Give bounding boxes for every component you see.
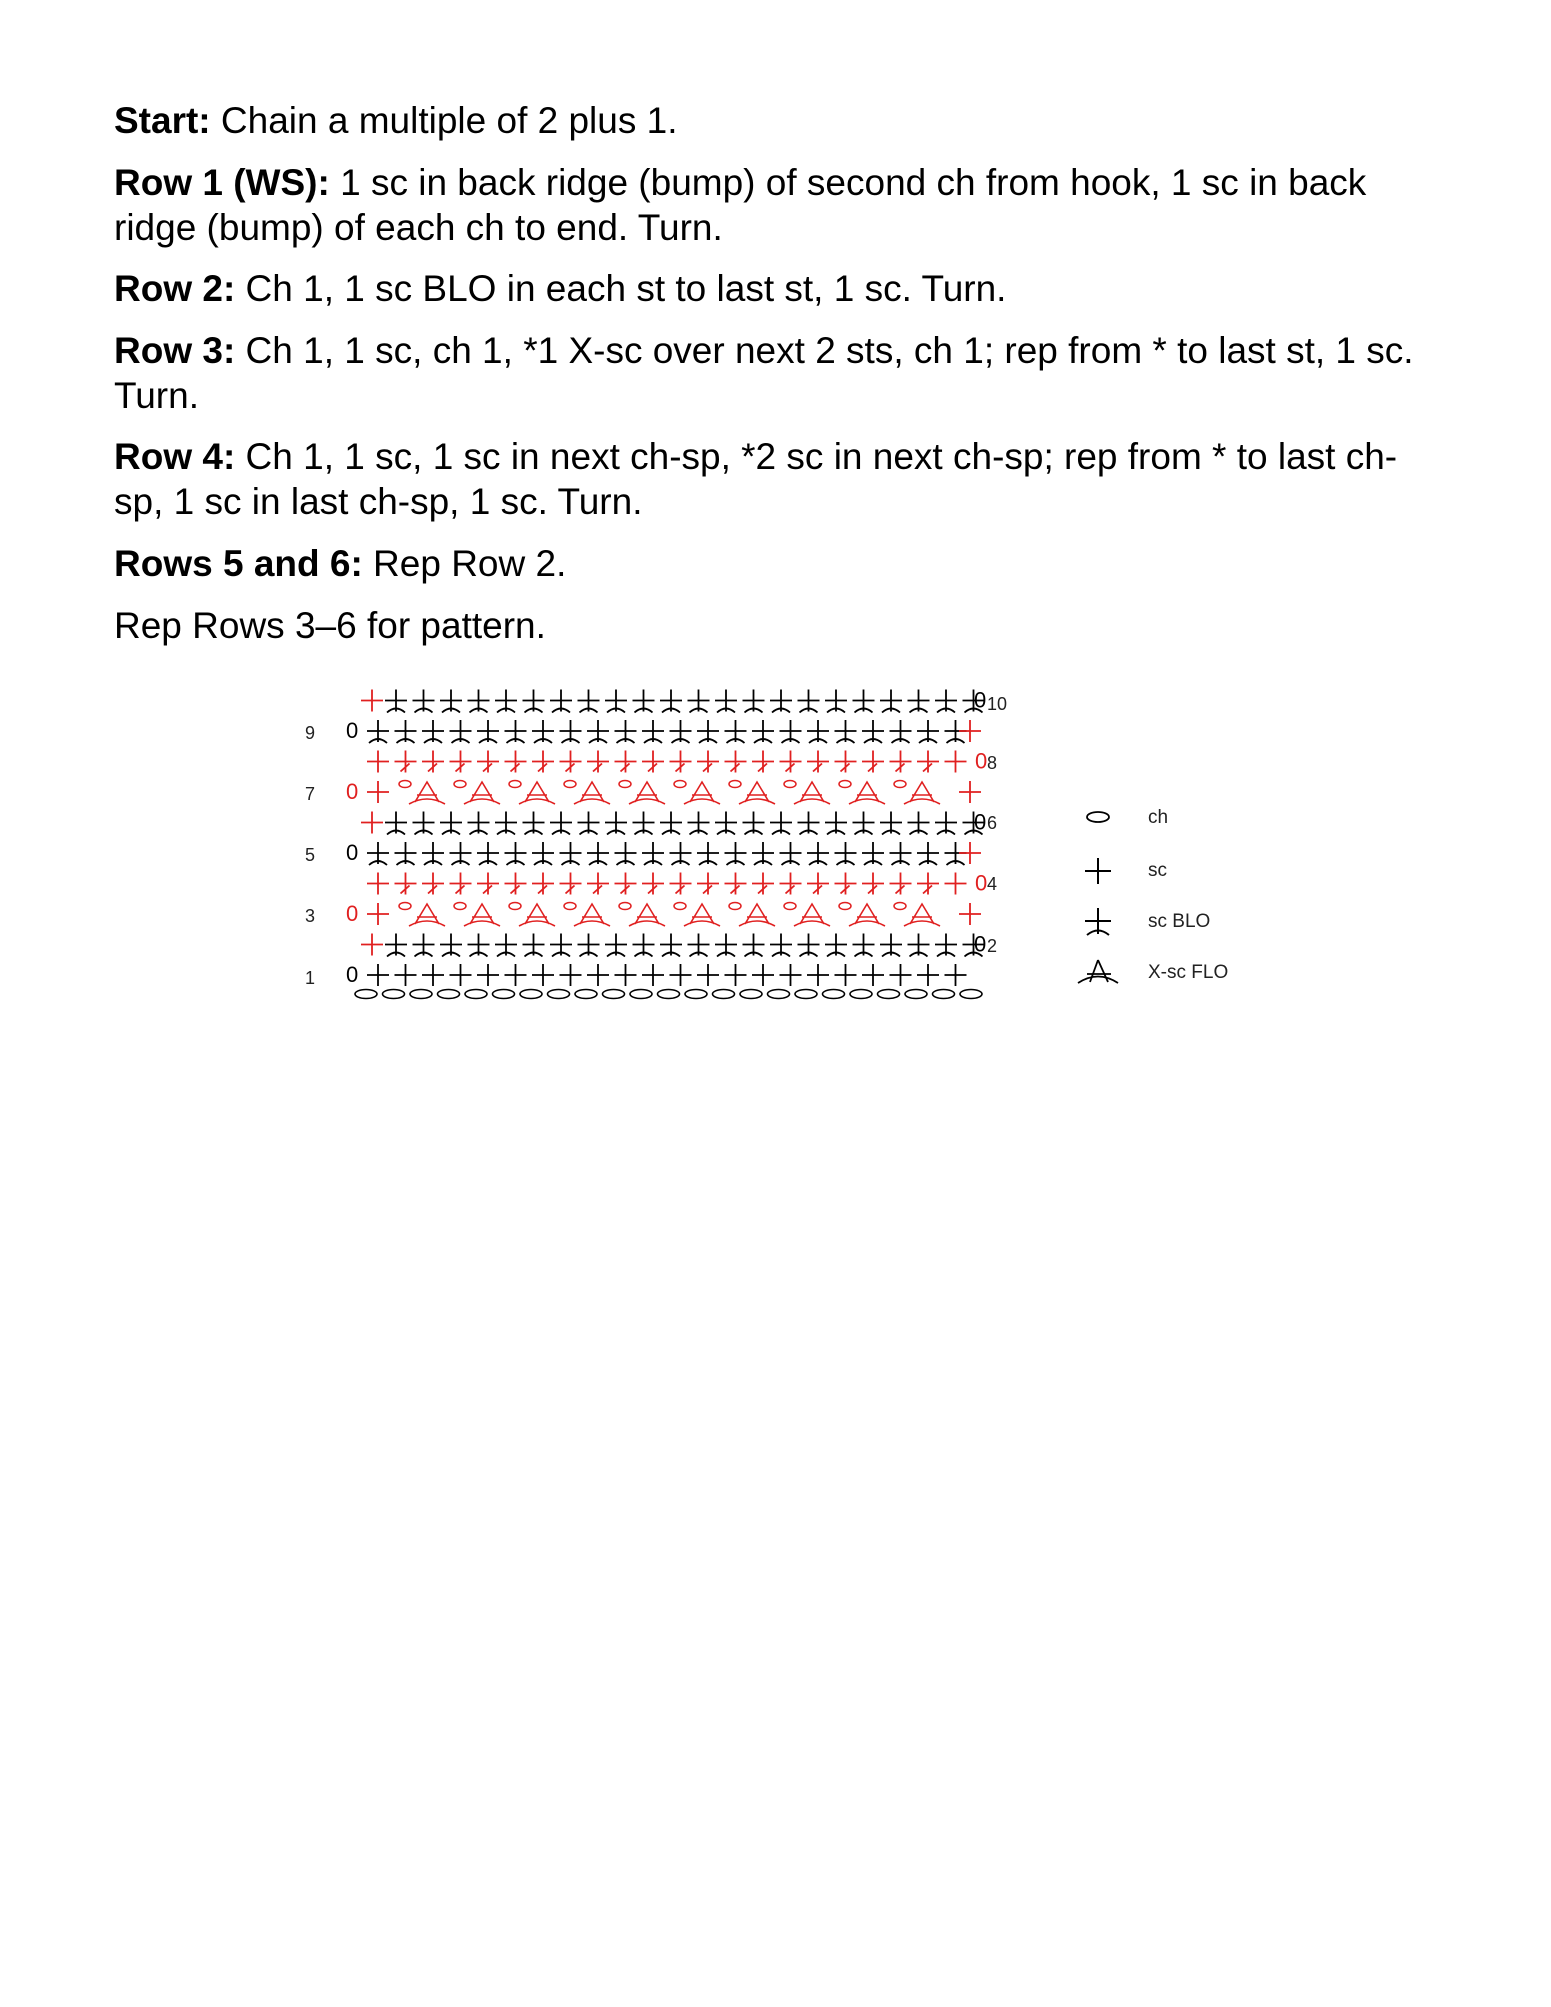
sc-symbol	[532, 964, 554, 986]
sc-symbol	[505, 751, 527, 773]
sc-symbol	[917, 751, 939, 773]
x-sc-flo-symbol	[684, 782, 720, 804]
ch-symbol	[630, 990, 652, 999]
sc-blo-symbol	[642, 720, 664, 743]
sc-blo-symbol	[770, 812, 792, 835]
sc-symbol	[395, 751, 417, 773]
sc-blo-symbol	[615, 720, 637, 743]
sc-symbol	[725, 964, 747, 986]
ch-symbol	[933, 990, 955, 999]
ch-symbol	[619, 903, 631, 910]
x-sc-flo-symbol	[794, 904, 830, 926]
ch-symbol	[878, 990, 900, 999]
legend-item-sc-blo	[1085, 908, 1210, 935]
ch-symbol	[960, 990, 982, 999]
sc-symbol	[367, 751, 389, 773]
sc-blo-symbol	[890, 720, 912, 743]
turning-chain-symbol: 0	[346, 779, 359, 804]
sc-symbol	[587, 964, 609, 986]
sc-symbol	[450, 751, 472, 773]
turning-chain-symbol: 0	[975, 748, 988, 774]
sc-blo-symbol	[532, 842, 554, 865]
legend-label: X-sc FLO	[1148, 962, 1229, 983]
legend-item-sc	[1085, 858, 1167, 884]
legend-item-ch	[1087, 807, 1168, 828]
sc-blo-symbol	[715, 690, 737, 713]
sc-symbol	[945, 873, 967, 895]
instruction-text: Rep Row 2.	[362, 543, 567, 584]
sc-symbol	[697, 964, 719, 986]
row-number-10: 10	[987, 694, 1008, 714]
sc-blo-symbol	[660, 934, 682, 957]
x-sc-flo-icon	[1078, 960, 1118, 983]
sc-symbol	[959, 720, 981, 742]
x-sc-flo-symbol	[409, 904, 445, 926]
sc-blo-symbol	[550, 934, 572, 957]
instruction-label: Rows 5 and 6:	[114, 543, 363, 584]
instruction-label: Start:	[114, 100, 211, 141]
sc-blo-symbol	[935, 812, 957, 835]
sc-blo-symbol	[725, 842, 747, 865]
sc-blo-symbol	[450, 842, 472, 865]
sc-blo-symbol	[935, 690, 957, 713]
ch-symbol	[658, 990, 680, 999]
sc-symbol	[422, 751, 444, 773]
sc-blo-symbol	[532, 720, 554, 743]
sc-blo-symbol	[587, 720, 609, 743]
ch-symbol	[619, 781, 631, 788]
sc-symbol	[361, 812, 383, 834]
ch-symbol	[674, 903, 686, 910]
sc-blo-symbol	[917, 720, 939, 743]
sc-symbol	[835, 964, 857, 986]
sc-blo-symbol	[605, 934, 627, 957]
sc-blo-symbol	[853, 690, 875, 713]
sc-symbol	[945, 964, 967, 986]
ch-symbol	[839, 781, 851, 788]
ch-symbol	[383, 990, 405, 999]
ch-symbol	[784, 781, 796, 788]
sc-blo-symbol	[440, 934, 462, 957]
sc-blo-symbol	[862, 720, 884, 743]
sc-symbol	[642, 964, 664, 986]
sc-blo-symbol	[835, 842, 857, 865]
sc-symbol	[752, 964, 774, 986]
sc-blo-symbol	[890, 842, 912, 865]
sc-blo-symbol	[798, 690, 820, 713]
sc-symbol	[587, 873, 609, 895]
sc-symbol	[477, 964, 499, 986]
sc-symbol	[361, 934, 383, 956]
sc-symbol	[642, 751, 664, 773]
ch-icon	[1087, 812, 1109, 822]
x-sc-flo-symbol	[849, 904, 885, 926]
sc-blo-symbol	[908, 812, 930, 835]
sc-blo-symbol	[642, 842, 664, 865]
sc-blo-symbol	[587, 842, 609, 865]
sc-blo-symbol	[908, 690, 930, 713]
sc-blo-symbol	[880, 812, 902, 835]
sc-blo-symbol	[697, 720, 719, 743]
sc-blo-symbol	[422, 720, 444, 743]
sc-symbol	[807, 964, 829, 986]
sc-symbol	[670, 964, 692, 986]
sc-blo-symbol	[770, 934, 792, 957]
sc-blo-symbol	[908, 934, 930, 957]
ch-symbol	[603, 990, 625, 999]
x-sc-flo-symbol	[464, 782, 500, 804]
sc-symbol	[697, 751, 719, 773]
ch-symbol	[399, 903, 411, 910]
sc-blo-symbol	[440, 812, 462, 835]
sc-blo-symbol	[385, 934, 407, 957]
sc-blo-symbol	[670, 842, 692, 865]
sc-blo-symbol	[578, 690, 600, 713]
ch-symbol	[564, 903, 576, 910]
sc-blo-symbol	[660, 690, 682, 713]
ch-symbol	[674, 781, 686, 788]
ch-symbol	[410, 990, 432, 999]
sc-symbol	[725, 873, 747, 895]
x-sc-flo-symbol	[794, 782, 830, 804]
sc-blo-symbol	[880, 934, 902, 957]
turning-chain-symbol: 0	[346, 901, 359, 926]
sc-blo-symbol	[798, 812, 820, 835]
sc-symbol	[752, 873, 774, 895]
x-sc-flo-symbol	[739, 782, 775, 804]
x-sc-flo-symbol	[519, 782, 555, 804]
sc-blo-icon	[1085, 908, 1111, 935]
sc-blo-symbol	[523, 934, 545, 957]
sc-blo-symbol	[780, 842, 802, 865]
sc-blo-symbol	[413, 690, 435, 713]
sc-symbol	[917, 873, 939, 895]
sc-blo-symbol	[367, 842, 389, 865]
ch-symbol	[399, 781, 411, 788]
sc-symbol	[807, 873, 829, 895]
sc-blo-symbol	[862, 842, 884, 865]
sc-blo-symbol	[422, 842, 444, 865]
ch-symbol	[894, 903, 906, 910]
sc-blo-symbol	[578, 934, 600, 957]
x-sc-flo-symbol	[574, 782, 610, 804]
ch-symbol	[795, 990, 817, 999]
sc-blo-symbol	[578, 812, 600, 835]
row-number-4: 4	[987, 874, 998, 894]
instruction-text: 1 sc in back ridge (bump) of second ch from hook, 1 sc in back ridge (bump) of each ch to end. Turn.	[114, 162, 1367, 248]
sc-blo-symbol	[807, 720, 829, 743]
ch-symbol	[685, 990, 707, 999]
legend-label: ch	[1148, 807, 1169, 828]
instruction-text: Ch 1, 1 sc, ch 1, *1 X-sc over next 2 sts, ch 1; rep from * to last st, 1 sc. Turn.	[114, 330, 1414, 416]
sc-blo-symbol	[752, 720, 774, 743]
sc-symbol	[505, 873, 527, 895]
sc-blo-symbol	[688, 690, 710, 713]
row-number-8: 8	[987, 753, 998, 773]
sc-symbol	[477, 873, 499, 895]
sc-blo-symbol	[615, 842, 637, 865]
sc-blo-symbol	[752, 842, 774, 865]
sc-symbol	[862, 964, 884, 986]
sc-blo-symbol	[743, 934, 765, 957]
sc-blo-symbol	[477, 720, 499, 743]
sc-blo-symbol	[395, 720, 417, 743]
sc-blo-symbol	[468, 934, 490, 957]
sc-symbol	[780, 873, 802, 895]
sc-blo-symbol	[468, 690, 490, 713]
x-sc-flo-symbol	[464, 904, 500, 926]
ch-symbol	[509, 903, 521, 910]
sc-symbol	[587, 751, 609, 773]
turning-chain-symbol: 0	[974, 687, 987, 713]
instruction-text: Chain a multiple of 2 plus 1.	[210, 100, 678, 141]
x-sc-flo-symbol	[629, 904, 665, 926]
sc-symbol	[917, 964, 939, 986]
x-sc-flo-symbol	[904, 904, 940, 926]
row-number-6: 6	[987, 813, 998, 833]
sc-blo-symbol	[413, 812, 435, 835]
x-sc-flo-symbol	[739, 904, 775, 926]
sc-symbol	[505, 964, 527, 986]
sc-blo-symbol	[505, 842, 527, 865]
sc-blo-symbol	[495, 690, 517, 713]
sc-symbol	[615, 964, 637, 986]
sc-symbol	[780, 751, 802, 773]
sc-symbol	[361, 690, 383, 712]
sc-symbol	[807, 751, 829, 773]
sc-blo-symbol	[385, 690, 407, 713]
legend-label: sc	[1148, 860, 1167, 881]
sc-symbol	[697, 873, 719, 895]
ch-symbol	[509, 781, 521, 788]
sc-symbol	[560, 964, 582, 986]
sc-symbol	[422, 873, 444, 895]
ch-symbol	[454, 903, 466, 910]
sc-blo-symbol	[807, 842, 829, 865]
turning-chain-symbol: 0	[974, 809, 987, 835]
sc-symbol	[395, 873, 417, 895]
sc-symbol	[890, 751, 912, 773]
sc-blo-symbol	[835, 720, 857, 743]
turning-chain-symbol: 0	[346, 840, 359, 865]
sc-blo-symbol	[697, 842, 719, 865]
sc-symbol	[367, 873, 389, 895]
turning-chain-symbol: 0	[346, 962, 359, 987]
sc-blo-symbol	[550, 812, 572, 835]
sc-blo-symbol	[688, 812, 710, 835]
sc-symbol	[367, 964, 389, 986]
sc-icon	[1085, 858, 1111, 884]
sc-blo-symbol	[495, 812, 517, 835]
row-numbers-right	[987, 694, 1007, 956]
sc-blo-symbol	[395, 842, 417, 865]
sc-symbol	[450, 964, 472, 986]
sc-symbol	[615, 873, 637, 895]
ch-symbol	[729, 903, 741, 910]
ch-symbol	[438, 990, 460, 999]
sc-symbol	[615, 751, 637, 773]
ch-symbol	[905, 990, 927, 999]
sc-symbol	[395, 964, 417, 986]
instruction-label: Row 3:	[114, 330, 236, 371]
sc-blo-symbol	[917, 842, 939, 865]
sc-symbol	[862, 873, 884, 895]
sc-blo-symbol	[743, 812, 765, 835]
ch-symbol	[520, 990, 542, 999]
sc-blo-symbol	[633, 934, 655, 957]
sc-blo-symbol	[670, 720, 692, 743]
sc-blo-symbol	[798, 934, 820, 957]
instruction-label: Row 2:	[114, 268, 236, 309]
sc-symbol	[835, 751, 857, 773]
ch-symbol	[493, 990, 515, 999]
sc-blo-symbol	[743, 690, 765, 713]
instruction-text: Ch 1, 1 sc BLO in each st to last st, 1 sc. Turn.	[235, 268, 1007, 309]
ch-symbol	[713, 990, 735, 999]
turning-chain-symbol: 0	[346, 718, 359, 743]
sc-symbol	[959, 781, 981, 803]
x-sc-flo-symbol	[409, 782, 445, 804]
sc-symbol	[367, 903, 389, 925]
instruction-label: Row 4:	[114, 436, 236, 477]
sc-blo-symbol	[633, 812, 655, 835]
sc-symbol	[945, 751, 967, 773]
sc-blo-symbol	[825, 934, 847, 957]
ch-symbol	[768, 990, 790, 999]
sc-blo-symbol	[935, 934, 957, 957]
sc-blo-symbol	[468, 812, 490, 835]
sc-symbol	[959, 842, 981, 864]
x-sc-flo-symbol	[684, 904, 720, 926]
sc-blo-symbol	[770, 690, 792, 713]
ch-symbol	[575, 990, 597, 999]
turning-chain-symbol: 0	[975, 870, 988, 896]
ch-symbol	[839, 903, 851, 910]
legend-label: sc BLO	[1148, 911, 1211, 932]
sc-blo-symbol	[440, 690, 462, 713]
x-sc-flo-symbol	[629, 782, 665, 804]
row-number-2: 2	[987, 936, 998, 956]
sc-blo-symbol	[495, 934, 517, 957]
sc-blo-symbol	[523, 690, 545, 713]
sc-symbol	[642, 873, 664, 895]
ch-symbol	[784, 903, 796, 910]
legend-item-x-sc-flo	[1078, 960, 1228, 983]
sc-symbol	[670, 751, 692, 773]
sc-blo-symbol	[825, 690, 847, 713]
sc-symbol	[532, 873, 554, 895]
ch-symbol	[850, 990, 872, 999]
sc-blo-symbol	[450, 720, 472, 743]
sc-symbol	[422, 964, 444, 986]
sc-blo-symbol	[633, 690, 655, 713]
sc-blo-symbol	[660, 812, 682, 835]
sc-symbol	[959, 903, 981, 925]
sc-symbol	[367, 781, 389, 803]
row-number-7: 7	[305, 784, 316, 804]
instruction-text: Ch 1, 1 sc, 1 sc in next ch-sp, *2 sc in next ch-sp; rep from * to last ch-sp, 1 sc in last ch-sp, 1 sc. Turn.	[114, 436, 1398, 522]
x-sc-flo-symbol	[904, 782, 940, 804]
sc-symbol	[532, 751, 554, 773]
sc-blo-symbol	[505, 720, 527, 743]
sc-blo-symbol	[725, 720, 747, 743]
sc-symbol	[752, 751, 774, 773]
sc-blo-symbol	[688, 934, 710, 957]
sc-symbol	[780, 964, 802, 986]
sc-symbol	[477, 751, 499, 773]
instruction-text: Rep Rows 3–6 for pattern.	[114, 605, 546, 646]
sc-symbol	[560, 751, 582, 773]
sc-blo-symbol	[477, 842, 499, 865]
sc-blo-symbol	[880, 690, 902, 713]
sc-symbol	[450, 873, 472, 895]
ch-symbol	[454, 781, 466, 788]
sc-symbol	[835, 873, 857, 895]
sc-symbol	[890, 873, 912, 895]
sc-blo-symbol	[825, 812, 847, 835]
sc-blo-symbol	[560, 842, 582, 865]
sc-blo-symbol	[367, 720, 389, 743]
row-numbers-left	[305, 723, 315, 988]
chart-body	[346, 688, 987, 999]
sc-blo-symbol	[715, 812, 737, 835]
sc-symbol	[560, 873, 582, 895]
row-number-1: 1	[305, 968, 316, 988]
ch-symbol	[548, 990, 570, 999]
ch-symbol	[894, 781, 906, 788]
ch-symbol	[465, 990, 487, 999]
sc-blo-symbol	[853, 934, 875, 957]
turning-chain-symbol: 0	[974, 931, 987, 957]
sc-blo-symbol	[385, 812, 407, 835]
x-sc-flo-symbol	[849, 782, 885, 804]
sc-blo-symbol	[715, 934, 737, 957]
ch-symbol	[564, 781, 576, 788]
sc-blo-symbol	[853, 812, 875, 835]
sc-blo-symbol	[413, 934, 435, 957]
sc-symbol	[862, 751, 884, 773]
x-sc-flo-symbol	[574, 904, 610, 926]
sc-symbol	[725, 751, 747, 773]
sc-blo-symbol	[560, 720, 582, 743]
x-sc-flo-symbol	[519, 904, 555, 926]
row-number-9: 9	[305, 723, 316, 743]
ch-symbol	[823, 990, 845, 999]
sc-symbol	[670, 873, 692, 895]
sc-symbol	[890, 964, 912, 986]
sc-blo-symbol	[550, 690, 572, 713]
row-number-3: 3	[305, 906, 316, 926]
ch-symbol	[729, 781, 741, 788]
instruction-label: Row 1 (WS):	[114, 162, 330, 203]
sc-blo-symbol	[523, 812, 545, 835]
ch-symbol	[740, 990, 762, 999]
chart-legend	[1078, 807, 1228, 983]
row-number-5: 5	[305, 845, 316, 865]
ch-symbol	[355, 990, 377, 999]
sc-blo-symbol	[605, 690, 627, 713]
sc-blo-symbol	[780, 720, 802, 743]
sc-blo-symbol	[605, 812, 627, 835]
